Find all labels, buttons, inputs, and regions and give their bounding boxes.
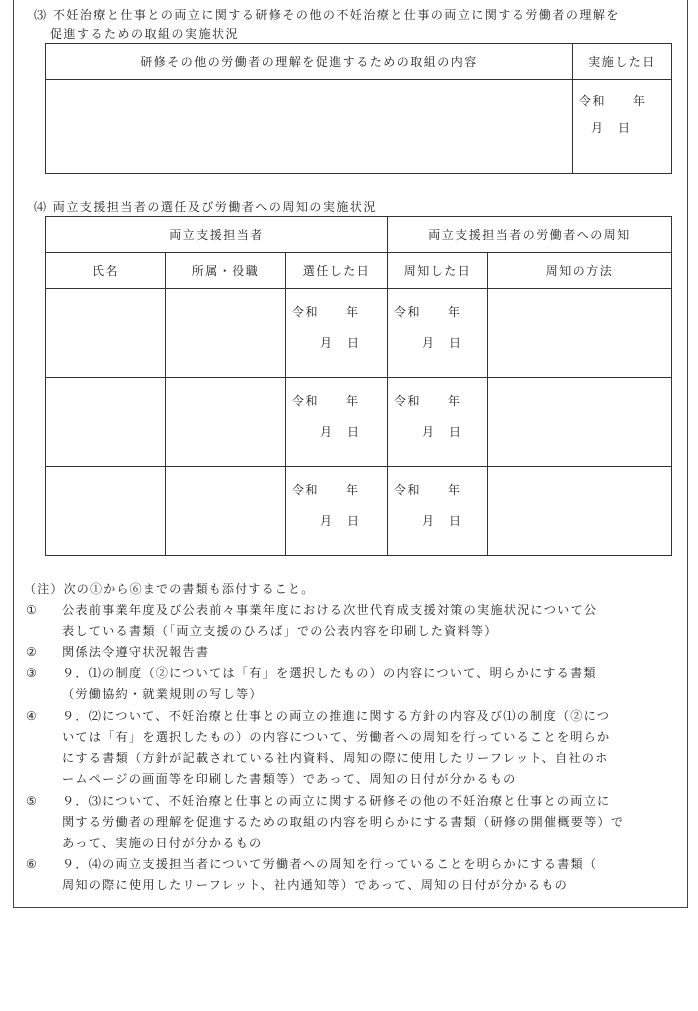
- list-item: 周知の際に使用したリーフレット、社内通知等）であって、周知の日付が分かるもの: [62, 878, 569, 892]
- section3-content-cell[interactable]: [46, 80, 573, 174]
- date-month-day: 月 日: [320, 336, 361, 350]
- list-item: 関する労働者の理解を促進するための取組の内容を明らかにする書類（研修の開催概要等）で: [62, 815, 625, 829]
- method-cell[interactable]: [488, 289, 672, 378]
- list-item: ⑤ ９．⑶について、不妊治療と仕事との両立に関する研修その他の不妊治療と仕事との両立に: [26, 794, 611, 808]
- name-cell[interactable]: [46, 467, 166, 556]
- section4-col-notified: 周知した日: [388, 253, 488, 289]
- method-cell[interactable]: [488, 378, 672, 467]
- notified-date-cell[interactable]: [388, 378, 488, 467]
- name-cell[interactable]: [46, 378, 166, 467]
- dept-cell[interactable]: [166, 289, 286, 378]
- dept-cell[interactable]: [166, 467, 286, 556]
- date-month-day: 月 日: [422, 514, 463, 528]
- list-item: ① 公表前事業年度及び公表前々事業年度における次世代育成支援対策の実施状況について公: [26, 603, 598, 617]
- date-year: 令和 年: [292, 305, 360, 319]
- table-row: [46, 289, 672, 378]
- name-cell[interactable]: [46, 289, 166, 378]
- date-year: 令和 年: [394, 483, 462, 497]
- list-item: （労働協約・就業規則の写し等）: [62, 687, 263, 701]
- section4-col-name: 氏名: [46, 253, 166, 289]
- date-month-day: 月 日: [422, 425, 463, 439]
- section3-date-cell[interactable]: [573, 80, 672, 174]
- list-item: ② 関係法令遵守状況報告書: [26, 645, 210, 659]
- date-month-day: 月 日: [591, 121, 632, 135]
- section3-col-date: 実施した日: [573, 44, 672, 80]
- list-item: 表している書類（「両立支援のひろば」での公表内容を印刷した資料等）: [62, 624, 498, 638]
- date-year: 令和 年: [394, 305, 462, 319]
- list-item: ⑥ ９．⑷の両立支援担当者について労働者への周知を行っていることを明らかにする書類（: [26, 857, 598, 871]
- table-row: [46, 378, 672, 467]
- section3-heading-line2: 促進するための取組の実施状況: [50, 27, 240, 41]
- section4-table: [45, 216, 672, 556]
- method-cell[interactable]: [488, 467, 672, 556]
- section4-group-officer: 両立支援担当者: [46, 217, 388, 253]
- appointed-date-cell[interactable]: [286, 289, 388, 378]
- date-year: 令和 年: [394, 394, 462, 408]
- notified-date-cell[interactable]: [388, 289, 488, 378]
- notes-intro: （注）次の①から⑥までの書類も添付すること。: [24, 582, 315, 596]
- section4-heading: ⑷ 両立支援担当者の選任及び労働者への周知の実施状況: [34, 200, 377, 214]
- section3-col-content: 研修その他の労働者の理解を促進するための取組の内容: [46, 44, 573, 80]
- section3-table: [45, 43, 672, 174]
- section4-col-method: 周知の方法: [488, 253, 672, 289]
- list-item: いては「有」を選択したもの）の内容について、労働者への周知を行っていることを明らか: [62, 730, 611, 744]
- date-year: 令和 年: [292, 394, 360, 408]
- list-item: にする書類（方針が記載されている社内資料、周知の際に使用したリーフレット、自社のホ: [62, 751, 609, 765]
- date-month-day: 月 日: [320, 425, 361, 439]
- appointed-date-cell[interactable]: [286, 378, 388, 467]
- notified-date-cell[interactable]: [388, 467, 488, 556]
- section3-heading-line1: ⑶ 不妊治療と仕事との両立に関する研修その他の不妊治療と仕事の両立に関する労働者の理解を: [34, 8, 620, 22]
- list-item: ームページの画面等を印刷した書類等）であって、周知の日付が分かるもの: [62, 772, 517, 786]
- date-month-day: 月 日: [422, 336, 463, 350]
- list-item: ③ ９．⑴の制度（②については「有」を選択したもの）の内容について、明らかにする書類: [26, 666, 597, 680]
- section4-group-notification: 両立支援担当者の労働者への周知: [388, 217, 672, 253]
- list-item: ④ ９．⑵について、不妊治療と仕事との両立の推進に関する方針の内容及び⑴の制度（②につ: [26, 709, 611, 723]
- table-row: [46, 467, 672, 556]
- section4-col-appointed: 選任した日: [286, 253, 388, 289]
- list-item: あって、実施の日付が分かるもの: [62, 836, 263, 850]
- dept-cell[interactable]: [166, 378, 286, 467]
- date-year: 令和 年: [292, 483, 360, 497]
- appointed-date-cell[interactable]: [286, 467, 388, 556]
- date-month-day: 月 日: [320, 514, 361, 528]
- date-year: 令和 年: [579, 94, 647, 108]
- section4-col-dept: 所属・役職: [166, 253, 286, 289]
